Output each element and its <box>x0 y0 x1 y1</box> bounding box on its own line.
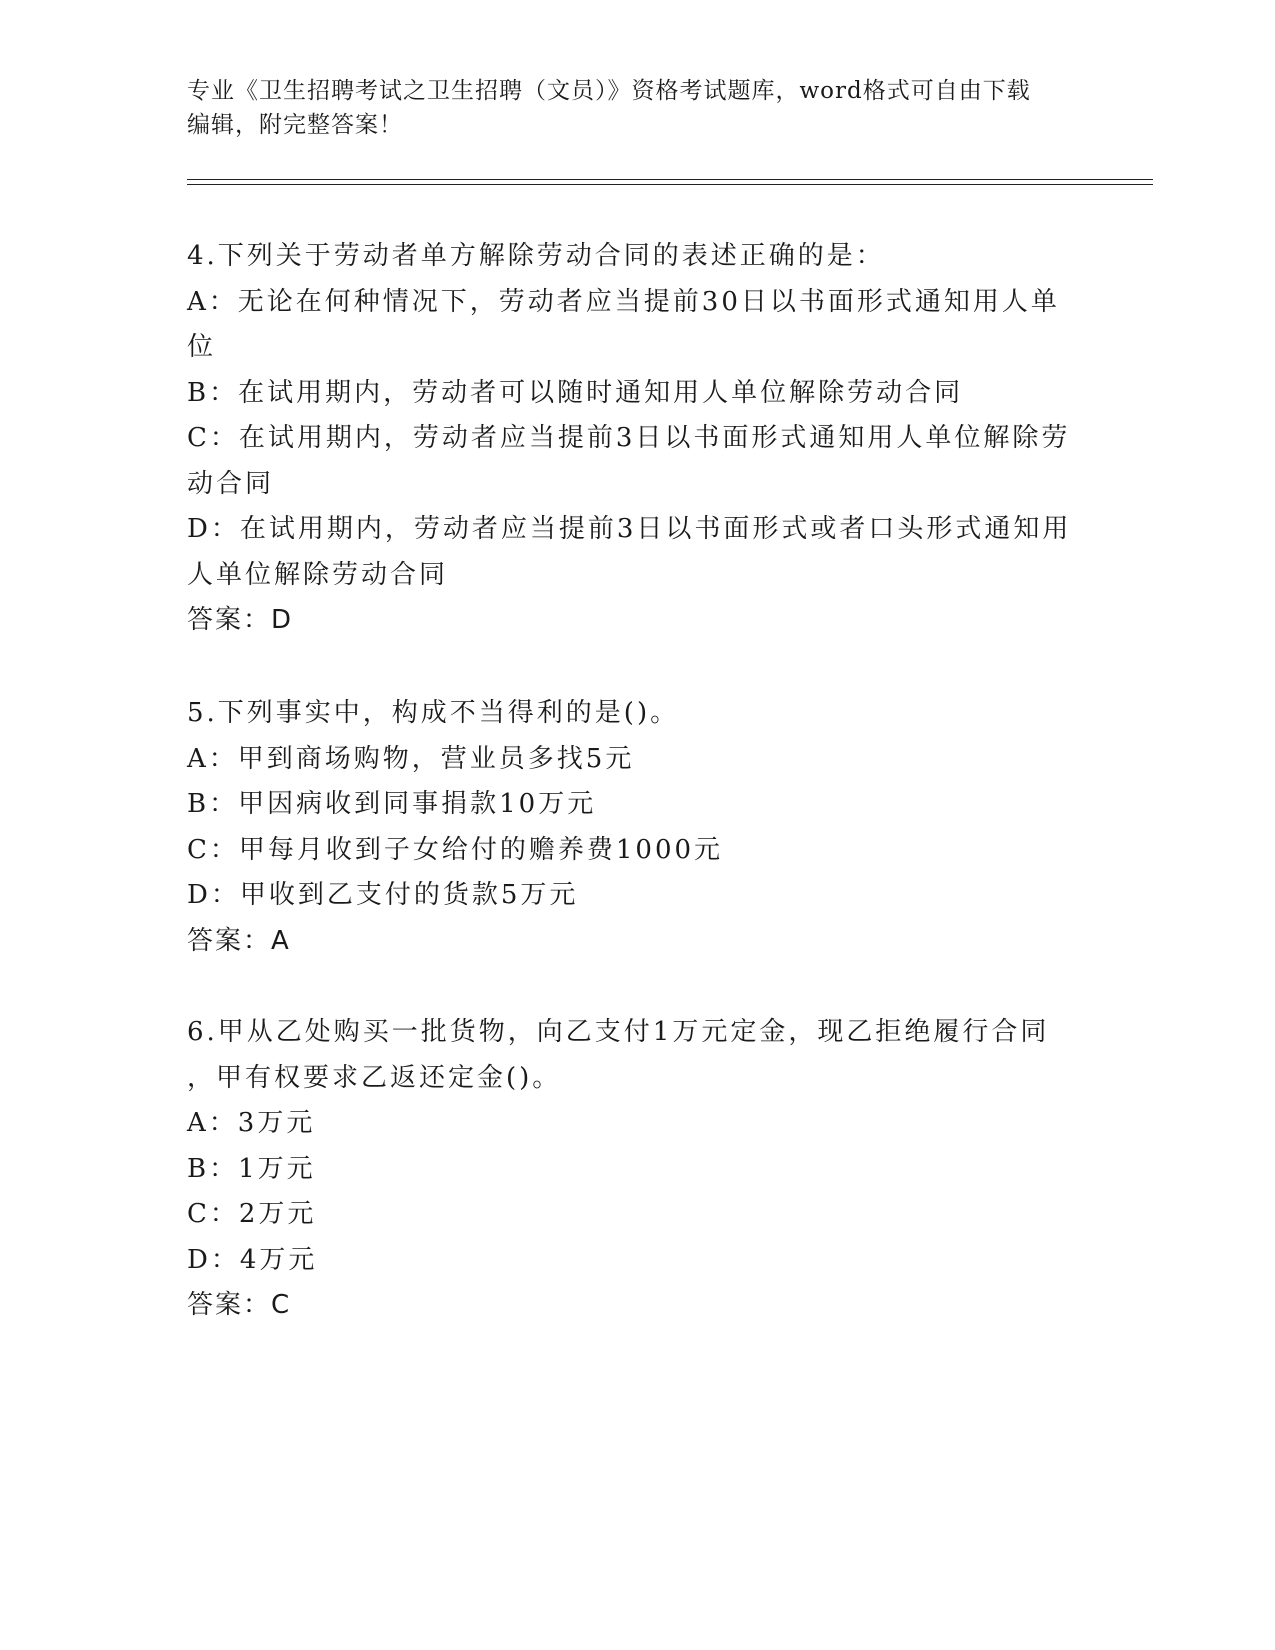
question-4 <box>187 234 1087 644</box>
option-a: A：甲到商场购物，营业员多找5元 <box>187 743 635 774</box>
question-text: 4.下列关于劳动者单方解除劳动合同的表述正确的是： <box>187 241 885 271</box>
option-b: B：甲因病收到同事捐款10万元 <box>187 789 597 819</box>
option-d: D：甲收到乙支付的货款5万元 <box>187 880 579 910</box>
document-header <box>187 74 1087 142</box>
option-d: D：4万元 <box>187 1244 318 1275</box>
header-line-2: 编辑，附完整答案！ <box>187 112 403 138</box>
answer-line: 答案：C <box>187 1290 292 1320</box>
option-b: B：在试用期内，劳动者可以随时通知用人单位解除劳动合同 <box>187 377 964 408</box>
option-d-continued: 人单位解除劳动合同 <box>187 559 449 590</box>
option-a: A：无论在何种情况下，劳动者应当提前30日以书面形式通知用人单 <box>187 286 1060 317</box>
option-c: C：在试用期内，劳动者应当提前3日以书面形式通知用人单位解除劳 <box>187 423 1071 453</box>
question-text-continued: ，甲有权要求乙返还定金()。 <box>187 1062 562 1093</box>
header-divider-bottom <box>187 184 1153 185</box>
option-b: B：1万元 <box>187 1153 316 1184</box>
question-text: 5.下列事实中，构成不当得利的是()。 <box>187 698 680 728</box>
answer-line: 答案：D <box>187 605 294 635</box>
header-line-1: 专业《卫生招聘考试之卫生招聘（文员）》资格考试题库，word格式可自由下载 <box>187 78 1031 104</box>
option-c: C：甲每月收到子女给付的赡养费1000元 <box>187 834 724 865</box>
option-a-continued: 位 <box>187 332 217 362</box>
question-6 <box>187 1010 1087 1329</box>
option-a: A：3万元 <box>187 1108 316 1138</box>
question-text: 6.甲从乙处购买一批货物，向乙支付1万元定金，现乙拒绝履行合同 <box>187 1017 1050 1047</box>
option-c-continued: 动合同 <box>187 468 275 499</box>
question-5 <box>187 691 1087 964</box>
header-divider-top <box>187 179 1153 180</box>
option-c: C：2万元 <box>187 1199 317 1229</box>
answer-line: 答案：A <box>187 925 291 956</box>
option-d: D：在试用期内，劳动者应当提前3日以书面形式或者口头形式通知用 <box>187 514 1072 544</box>
